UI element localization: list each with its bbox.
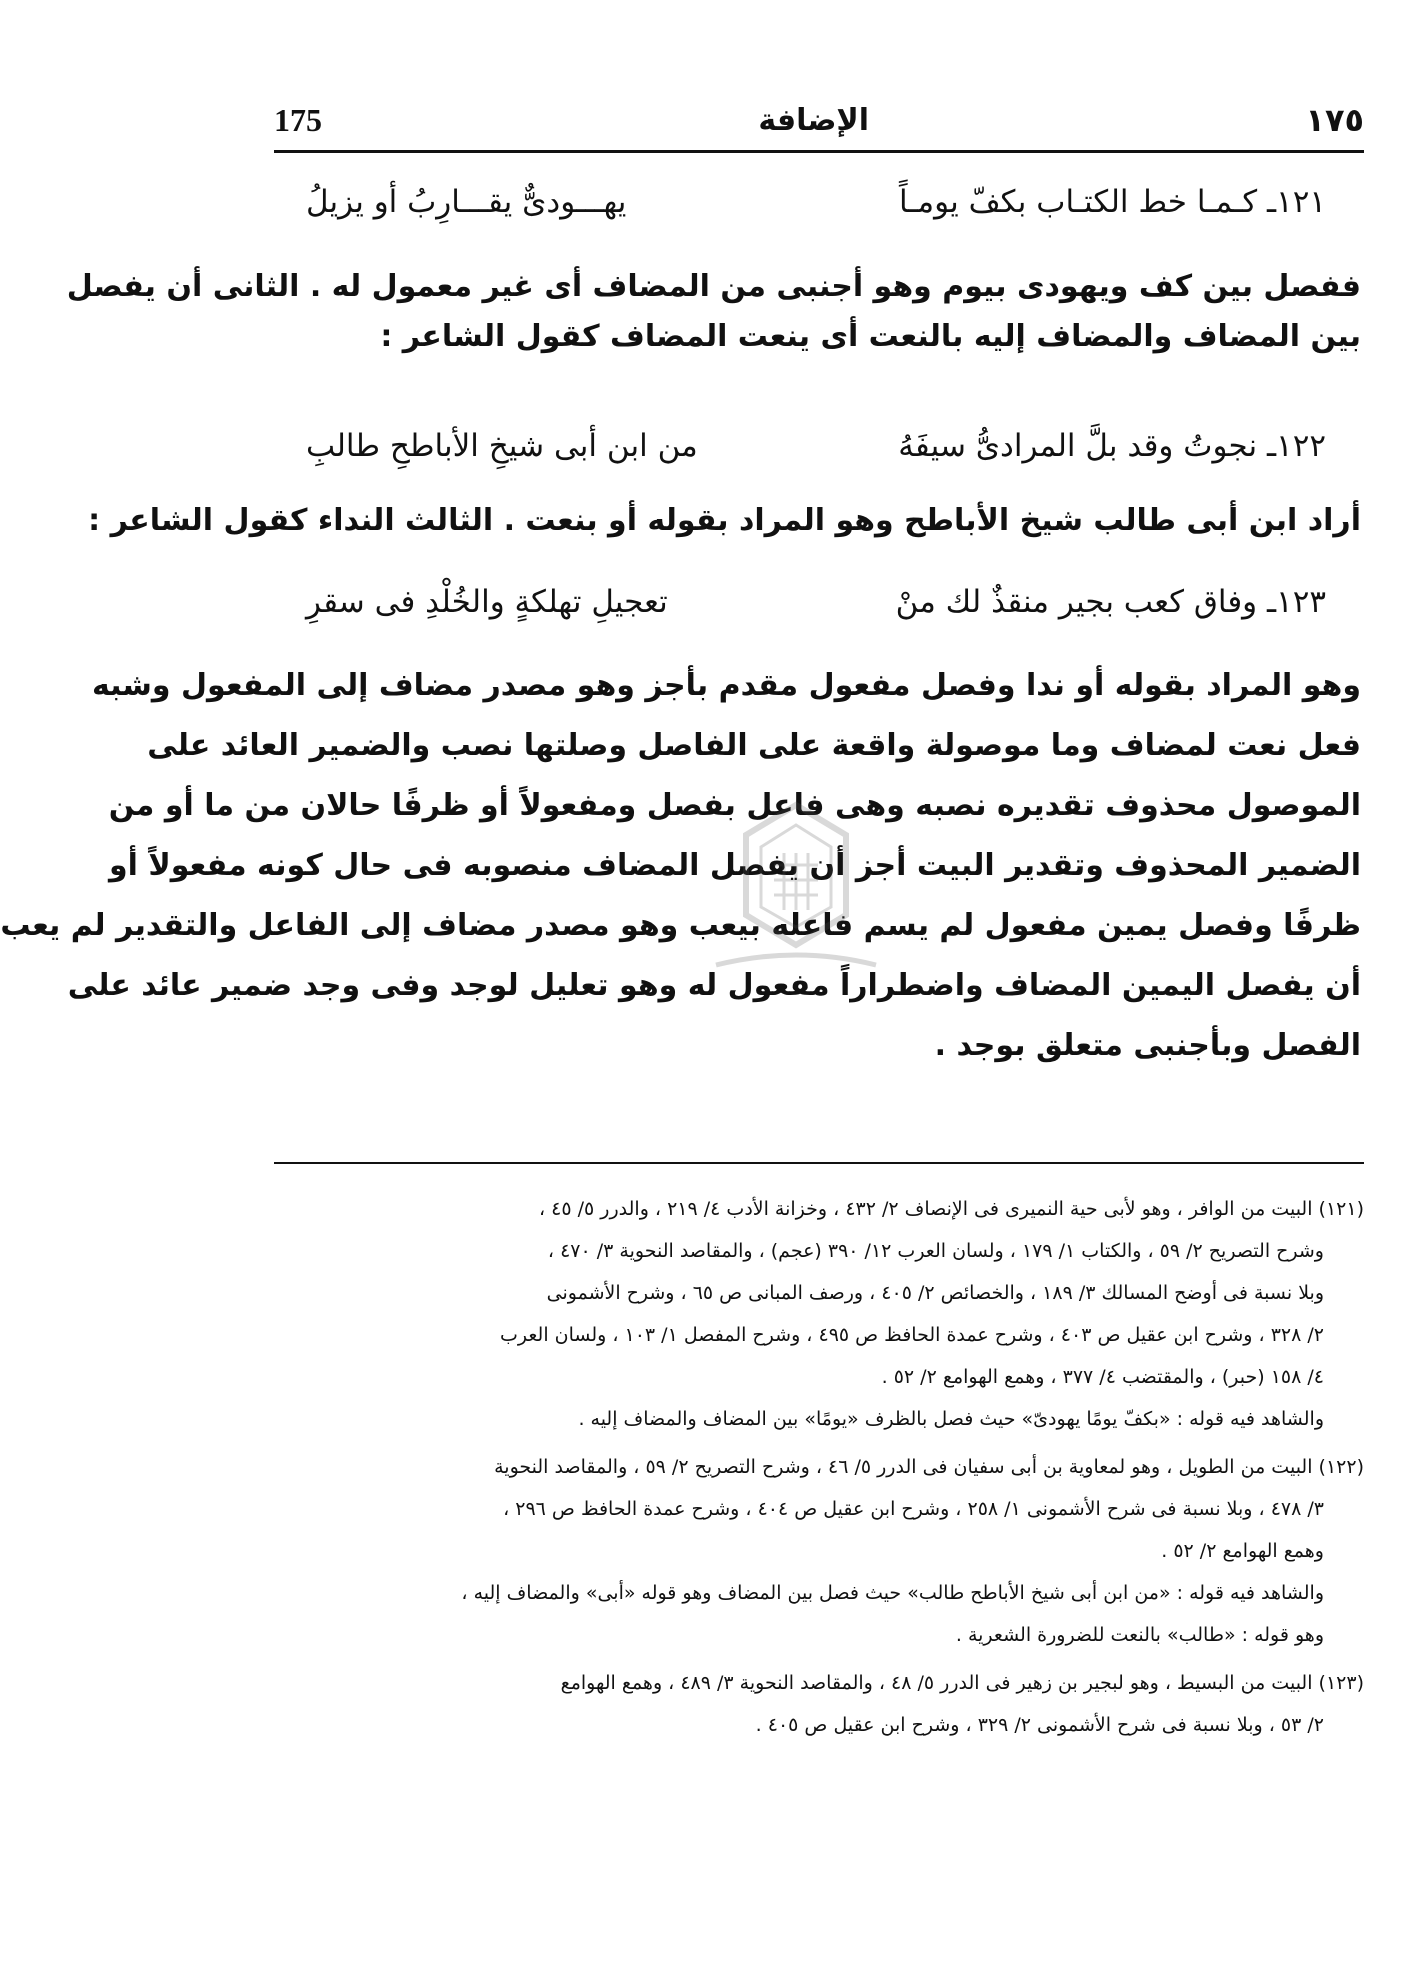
prose-line: ظرفًا وفصل يمين مفعول لم يسم فاعله بيعب وهو مصدر مضاف إلى الفاعل والتقدير لم يعب: [0, 908, 1361, 943]
verse-second-hemistich: من ابن أبى شيخِ الأباطحِ طالبِ: [306, 428, 698, 464]
verse-first-hemistich: ١٢١ـ كـمـا خط الكتـاب بكفّ يومـاً: [898, 184, 1326, 220]
footnote-evidence: [274, 1572, 1364, 1656]
footnote-line: وهو قوله : «طالب» بالنعت للضرورة الشعرية .: [955, 1624, 1324, 1646]
footnote-line: ٢/ ٥٣ ، وبلا نسبة فى شرح الأشمونى ٢/ ٣٢٩ ، وشرح ابن عقيل ص ٤٠٥ .: [755, 1714, 1324, 1736]
footnote-line: ٢/ ٣٢٨ ، وشرح ابن عقيل ص ٤٠٣ ، وشرح عمدة الحافظ ص ٤٩٥ ، وشرح المفصل ١/ ١٠٣ ، ولسان العرب: [500, 1324, 1324, 1346]
section-title: الإضافة: [758, 102, 870, 138]
footnote-line: وهمع الهوامع ٢/ ٥٢ .: [1161, 1540, 1324, 1562]
header-rule: [274, 150, 1364, 153]
footnote-line: والشاهد فيه قوله : «من ابن أبى شيخ الأباطح طالب» حيث فصل بين المضاف وهو قوله «أبى» والمضاف إليه ،: [461, 1582, 1324, 1604]
footnote-rule: [274, 1162, 1364, 1164]
prose-line: وهو المراد بقوله أو ندا وفصل مفعول مقدم بأجز وهو مصدر مضاف إلى المفعول وشبه: [91, 668, 1361, 703]
footnote-line: (١٢١) البيت من الوافر ، وهو لأبى حية النميرى فى الإنصاف ٢/ ٤٣٢ ، وخزانة الأدب ٤/ ٢١٩ ، والدرر ٥/ ٤٥ ،: [539, 1198, 1364, 1220]
footnote-line: وبلا نسبة فى أوضح المسالك ٣/ ١٨٩ ، والخصائص ٢/ ٤٠٥ ، ورصف المبانى ص ٦٥ ، وشرح الأشمونى: [546, 1282, 1324, 1304]
paragraph-1: [66, 262, 1361, 362]
verse-121: [306, 172, 1326, 232]
library-watermark-logo: [696, 795, 896, 985]
footnote-121: [274, 1188, 1364, 1440]
verse-123: [306, 572, 1326, 632]
running-header: [274, 92, 1364, 148]
prose-line: أراد ابن أبى طالب شيخ الأباطح وهو المراد بقوله أو بنعت . الثالث النداء كقول الشاعر :: [88, 503, 1361, 538]
footnote-line: والشاهد فيه قوله : «بكفّ يومًا يهودىّ» حيث فصل بالظرف «يومًا» بين المضاف والمضاف إليه .: [578, 1408, 1324, 1430]
footnote-evidence: [274, 1398, 1364, 1440]
verse-second-hemistich: يهـــودىٌّ يقـــارِبُ أو يزيلُ: [306, 184, 627, 220]
paragraph-2: [88, 496, 1361, 546]
footnote-line: (١٢٣) البيت من البسيط ، وهو لبجير بن زهير فى الدرر ٥/ ٤٨ ، والمقاصد النحوية ٣/ ٤٨٩ ، وهمع الهوامع: [560, 1672, 1364, 1694]
verse-first-hemistich: ١٢٢ـ نجوتُ وقد بلَّ المرادىُّ سيفَهُ: [898, 428, 1326, 464]
prose-line: ففصل بين كف ويهودى بيوم وهو أجنبى من المضاف أى غير معمول له . الثانى أن يفصل: [66, 269, 1361, 304]
footnote-line: ٤/ ١٥٨ (حبر) ، والمقتضب ٤/ ٣٧٧ ، وهمع الهوامع ٢/ ٥٢ .: [881, 1366, 1324, 1388]
prose-line: الفصل وبأجنبى متعلق بوجد .: [934, 1028, 1361, 1063]
footnote-line: ٣/ ٤٧٨ ، وبلا نسبة فى شرح الأشمونى ١/ ٢٥٨ ، وشرح ابن عقيل ص ٤٠٤ ، وشرح عمدة الحافظ ص ٢٩٦ ،: [503, 1498, 1324, 1520]
prose-line: فعل نعت لمضاف وما موصولة واقعة على الفاصل وصلتها نصب والضمير العائد على: [147, 728, 1361, 763]
verse-second-hemistich: تعجيلِ تهلكةٍ والخُلْدِ فى سقرِ: [306, 584, 668, 620]
footnote-line: (١٢٢) البيت من الطويل ، وهو لمعاوية بن أبى سفيان فى الدرر ٥/ ٤٦ ، وشرح التصريح ٢/ ٥٩ ، والمقاصد النحوية: [494, 1456, 1364, 1478]
footnote-123: [274, 1662, 1364, 1746]
page-number-arabic: ١٧٥: [1305, 101, 1364, 139]
footnotes: [274, 1188, 1364, 1752]
verse-122: [306, 416, 1326, 476]
prose-line: بين المضاف والمضاف إليه بالنعت أى ينعت المضاف كقول الشاعر :: [380, 319, 1361, 354]
page-number-latin: 175: [274, 101, 322, 138]
footnote-line: وشرح التصريح ٢/ ٥٩ ، والكتاب ١/ ١٧٩ ، ولسان العرب ١٢/ ٣٩٠ (عجم) ، والمقاصد النحوية ٣/ ٤٧٠ ،: [547, 1240, 1324, 1262]
prose-line: الموصول محذوف تقديره نصبه وهى فاعل بفصل ومفعولاً أو ظرفًا حالان من ما أو من: [108, 788, 1361, 823]
footnote-122: [274, 1446, 1364, 1656]
prose-line: الضمير المحذوف وتقدير البيت أجز أن يفصل المضاف منصوبه فى حال كونه مفعولاً أو: [108, 848, 1361, 883]
prose-line: أن يفصل اليمين المضاف واضطراراً مفعول له وهو تعليل لوجد وفى وجد ضمير عائد على: [67, 968, 1361, 1003]
verse-first-hemistich: ١٢٣ـ وفاق كعب بجير منقذٌ لك منْ: [895, 584, 1326, 620]
